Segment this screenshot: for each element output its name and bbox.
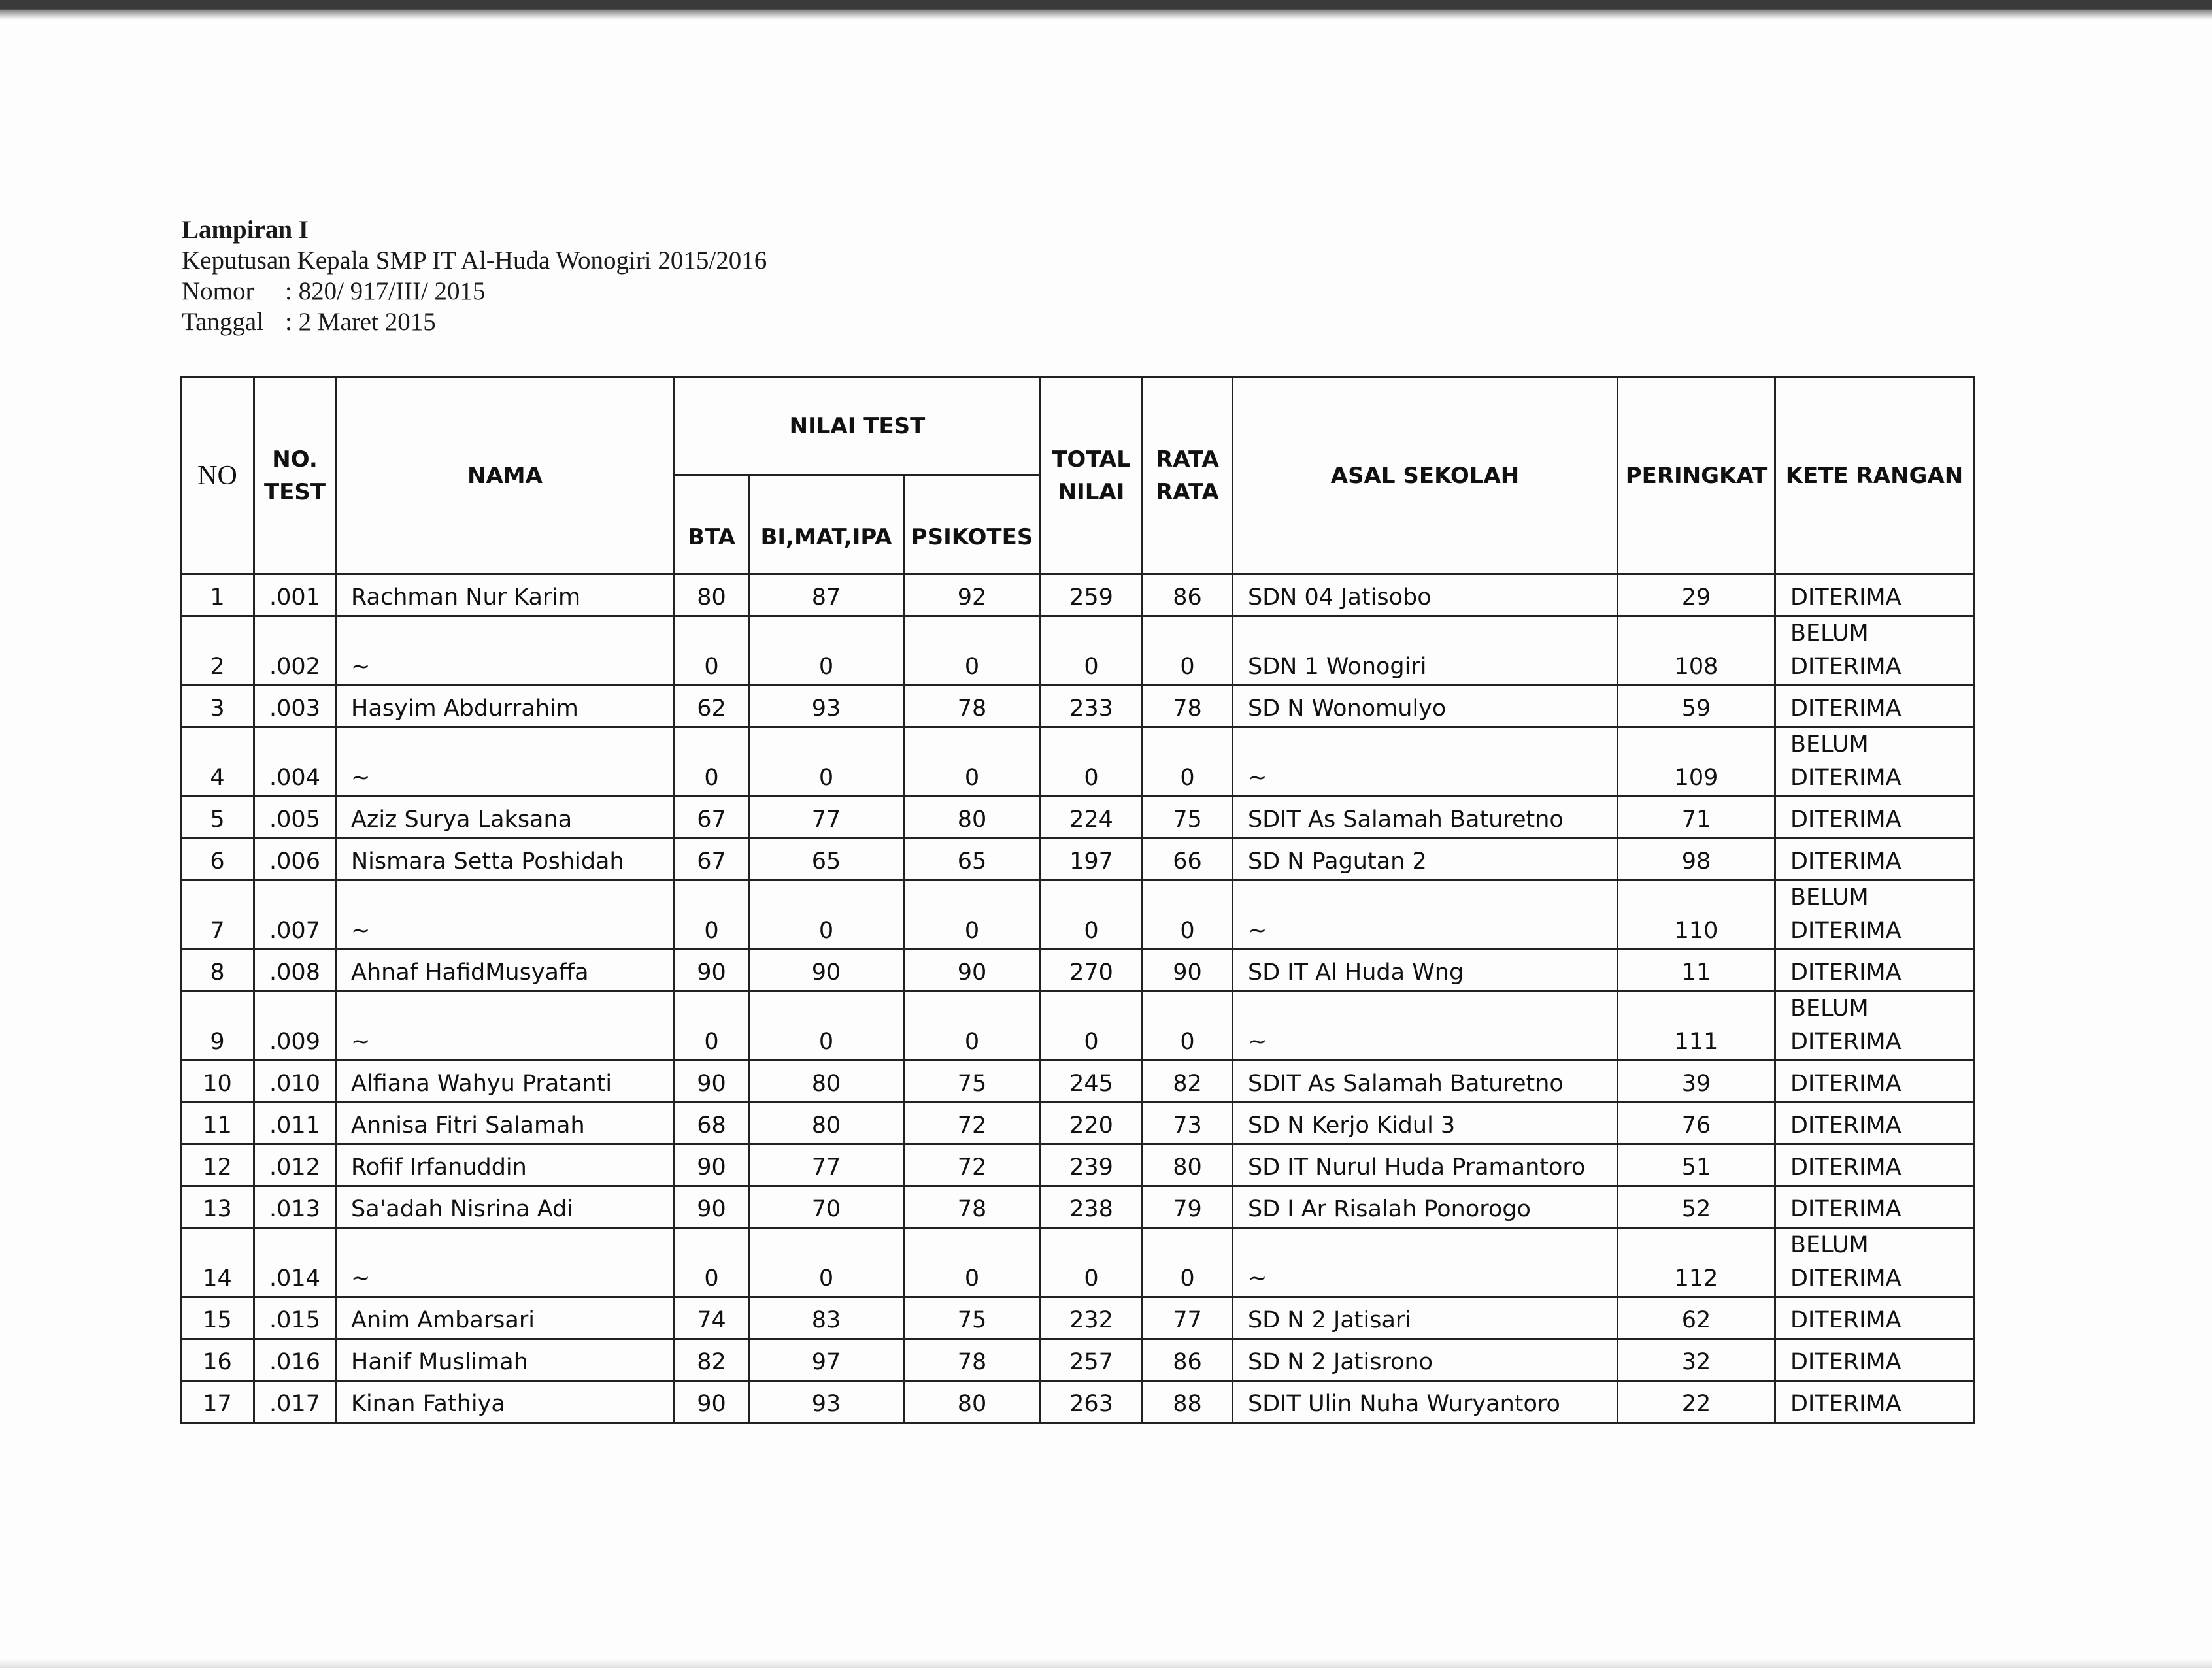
cell-bi-mat-ipa: 0: [749, 880, 904, 950]
cell-peringkat: 109: [1618, 727, 1775, 797]
cell-asal: SD IT Nurul Huda Pramantoro: [1233, 1144, 1618, 1186]
cell-psikotes: 78: [904, 1186, 1041, 1228]
ket-line2: DITERIMA: [1790, 848, 1902, 875]
table-row: [181, 1144, 1974, 1186]
cell-bi-mat-ipa: 0: [749, 1228, 904, 1297]
cell-keterangan: [1775, 1381, 1974, 1423]
col-no: NO: [181, 377, 254, 575]
cell-rata: 86: [1143, 575, 1233, 616]
cell-test: .015: [254, 1297, 336, 1339]
cell-bta: 67: [675, 839, 749, 880]
cell-no: 13: [181, 1186, 254, 1228]
cell-bi-mat-ipa: 90: [749, 950, 904, 992]
cell-peringkat: 52: [1618, 1186, 1775, 1228]
ket-line2: DITERIMA: [1790, 1112, 1902, 1139]
cell-keterangan: [1775, 797, 1974, 839]
cell-bi-mat-ipa: 80: [749, 1061, 904, 1103]
cell-peringkat: 112: [1618, 1228, 1775, 1297]
cell-peringkat: 71: [1618, 797, 1775, 839]
cell-test: .009: [254, 992, 336, 1061]
cell-total: 0: [1041, 992, 1143, 1061]
cell-keterangan: [1775, 1297, 1974, 1339]
cell-bi-mat-ipa: 0: [749, 727, 904, 797]
col-nilai-test: NILAI TEST: [675, 377, 1041, 475]
col-psikotes: PSIKOTES: [904, 475, 1041, 575]
cell-bi-mat-ipa: 80: [749, 1103, 904, 1144]
cell-peringkat: 76: [1618, 1103, 1775, 1144]
decree-subtitle: Keputusan Kepala SMP IT Al-Huda Wonogiri 2015/2016: [182, 246, 767, 275]
cell-test: .001: [254, 575, 336, 616]
cell-nama: Nismara Setta Poshidah: [336, 839, 675, 880]
cell-no: 8: [181, 950, 254, 992]
cell-bta: 90: [675, 1186, 749, 1228]
cell-nama: ~: [336, 992, 675, 1061]
cell-psikotes: 0: [904, 1228, 1041, 1297]
cell-psikotes: 80: [904, 1381, 1041, 1423]
cell-asal: SD N 2 Jatisrono: [1233, 1339, 1618, 1381]
cell-no: 6: [181, 839, 254, 880]
cell-psikotes: 78: [904, 686, 1041, 727]
cell-keterangan: [1775, 950, 1974, 992]
table-row: [181, 1061, 1974, 1103]
appendix-title: Lampiran I: [182, 216, 309, 244]
cell-asal: ~: [1233, 992, 1618, 1061]
cell-no: 9: [181, 992, 254, 1061]
cell-total: 232: [1041, 1297, 1143, 1339]
cell-bta: 80: [675, 575, 749, 616]
cell-rata: 78: [1143, 686, 1233, 727]
cell-psikotes: 72: [904, 1103, 1041, 1144]
cell-asal: SDIT As Salamah Baturetno: [1233, 1061, 1618, 1103]
cell-keterangan: [1775, 1103, 1974, 1144]
cell-bta: 0: [675, 727, 749, 797]
cell-psikotes: 65: [904, 839, 1041, 880]
nomor-value: : 820/ 917/III/ 2015: [285, 277, 486, 305]
cell-bta: 0: [675, 992, 749, 1061]
table-row: [181, 575, 1974, 616]
cell-bi-mat-ipa: 77: [749, 1144, 904, 1186]
cell-nama: Anim Ambarsari: [336, 1297, 675, 1339]
cell-total: 259: [1041, 575, 1143, 616]
cell-asal: SD N Kerjo Kidul 3: [1233, 1103, 1618, 1144]
cell-rata: 77: [1143, 1297, 1233, 1339]
cell-nama: Hanif Muslimah: [336, 1339, 675, 1381]
cell-bi-mat-ipa: 83: [749, 1297, 904, 1339]
cell-keterangan: [1775, 1228, 1974, 1297]
ket-line2: DITERIMA: [1790, 1391, 1902, 1417]
cell-test: .011: [254, 1103, 336, 1144]
cell-peringkat: 32: [1618, 1339, 1775, 1381]
cell-nama: Rofif Irfanuddin: [336, 1144, 675, 1186]
tanggal-label: Tanggal: [182, 308, 264, 336]
col-rata-rata: RATA RATA: [1143, 377, 1233, 575]
cell-keterangan: [1775, 839, 1974, 880]
cell-test: .003: [254, 686, 336, 727]
table-row: [181, 950, 1974, 992]
cell-keterangan: [1775, 1144, 1974, 1186]
cell-total: 239: [1041, 1144, 1143, 1186]
cell-bta: 0: [675, 880, 749, 950]
cell-psikotes: 72: [904, 1144, 1041, 1186]
cell-rata: 0: [1143, 880, 1233, 950]
cell-no: 12: [181, 1144, 254, 1186]
cell-peringkat: 111: [1618, 992, 1775, 1061]
ket-line2: DITERIMA: [1790, 1029, 1902, 1055]
cell-bi-mat-ipa: 93: [749, 1381, 904, 1423]
cell-asal: SDN 1 Wonogiri: [1233, 616, 1618, 686]
table-row: [181, 1228, 1974, 1297]
cell-no: 14: [181, 1228, 254, 1297]
cell-peringkat: 108: [1618, 616, 1775, 686]
cell-bi-mat-ipa: 97: [749, 1339, 904, 1381]
cell-keterangan: [1775, 575, 1974, 616]
cell-bi-mat-ipa: 0: [749, 616, 904, 686]
ket-line2: DITERIMA: [1790, 1154, 1902, 1180]
cell-rata: 75: [1143, 797, 1233, 839]
cell-rata: 0: [1143, 616, 1233, 686]
table-row: [181, 1186, 1974, 1228]
cell-psikotes: 78: [904, 1339, 1041, 1381]
nomor-label: Nomor: [182, 277, 254, 305]
cell-no: 10: [181, 1061, 254, 1103]
cell-test: .014: [254, 1228, 336, 1297]
cell-peringkat: 11: [1618, 950, 1775, 992]
cell-no: 3: [181, 686, 254, 727]
cell-peringkat: 39: [1618, 1061, 1775, 1103]
col-no-test: NO. TEST: [254, 377, 336, 575]
cell-keterangan: [1775, 1186, 1974, 1228]
cell-rata: 88: [1143, 1381, 1233, 1423]
cell-bi-mat-ipa: 87: [749, 575, 904, 616]
table-row: [181, 1297, 1974, 1339]
cell-rata: 66: [1143, 839, 1233, 880]
table-row: [181, 727, 1974, 797]
cell-test: .008: [254, 950, 336, 992]
cell-bi-mat-ipa: 70: [749, 1186, 904, 1228]
cell-test: .010: [254, 1061, 336, 1103]
cell-peringkat: 98: [1618, 839, 1775, 880]
table-row: [181, 1103, 1974, 1144]
table-row: [181, 1381, 1974, 1423]
col-keterangan: KETE RANGAN: [1775, 377, 1974, 575]
cell-asal: SD N Wonomulyo: [1233, 686, 1618, 727]
ket-line2: DITERIMA: [1790, 1349, 1902, 1375]
cell-bta: 68: [675, 1103, 749, 1144]
cell-keterangan: [1775, 880, 1974, 950]
cell-psikotes: 75: [904, 1061, 1041, 1103]
cell-psikotes: 0: [904, 727, 1041, 797]
tanggal-value: : 2 Maret 2015: [285, 308, 436, 336]
cell-total: 270: [1041, 950, 1143, 992]
cell-bta: 90: [675, 1144, 749, 1186]
ket-line2: DITERIMA: [1790, 807, 1902, 833]
cell-bta: 0: [675, 1228, 749, 1297]
cell-nama: Aziz Surya Laksana: [336, 797, 675, 839]
cell-total: 0: [1041, 1228, 1143, 1297]
ket-line1: BELUM: [1790, 1232, 1869, 1258]
cell-rata: 73: [1143, 1103, 1233, 1144]
cell-peringkat: 29: [1618, 575, 1775, 616]
table-row: [181, 1339, 1974, 1381]
table-row: [181, 616, 1974, 686]
cell-asal: SD I Ar Risalah Ponorogo: [1233, 1186, 1618, 1228]
cell-asal: SDN 04 Jatisobo: [1233, 575, 1618, 616]
cell-asal: ~: [1233, 1228, 1618, 1297]
cell-bta: 0: [675, 616, 749, 686]
ket-line2: DITERIMA: [1790, 654, 1902, 680]
cell-asal: SD N 2 Jatisari: [1233, 1297, 1618, 1339]
cell-peringkat: 62: [1618, 1297, 1775, 1339]
cell-rata: 82: [1143, 1061, 1233, 1103]
table-row: [181, 686, 1974, 727]
ket-line1: BELUM: [1790, 731, 1869, 758]
table-row: [181, 992, 1974, 1061]
document-header: [182, 214, 767, 337]
cell-no: 11: [181, 1103, 254, 1144]
cell-test: .004: [254, 727, 336, 797]
cell-nama: ~: [336, 1228, 675, 1297]
cell-rata: 0: [1143, 727, 1233, 797]
ket-line2: DITERIMA: [1790, 1196, 1902, 1222]
cell-no: 5: [181, 797, 254, 839]
ket-line1: BELUM: [1790, 995, 1869, 1022]
cell-keterangan: [1775, 616, 1974, 686]
cell-test: .017: [254, 1381, 336, 1423]
cell-nama: Alfiana Wahyu Pratanti: [336, 1061, 675, 1103]
cell-bi-mat-ipa: 77: [749, 797, 904, 839]
ket-line2: DITERIMA: [1790, 1265, 1902, 1292]
ket-line1: BELUM: [1790, 620, 1869, 646]
cell-nama: Annisa Fitri Salamah: [336, 1103, 675, 1144]
scan-top-edge: [0, 0, 2212, 20]
cell-no: 4: [181, 727, 254, 797]
cell-nama: Sa'adah Nisrina Adi: [336, 1186, 675, 1228]
cell-bta: 90: [675, 1061, 749, 1103]
cell-rata: 86: [1143, 1339, 1233, 1381]
cell-bi-mat-ipa: 93: [749, 686, 904, 727]
cell-psikotes: 92: [904, 575, 1041, 616]
ket-line2: DITERIMA: [1790, 1307, 1902, 1333]
nomor-line: [182, 276, 767, 307]
cell-no: 16: [181, 1339, 254, 1381]
ket-line2: DITERIMA: [1790, 695, 1902, 722]
cell-test: .005: [254, 797, 336, 839]
results-table: [180, 376, 1975, 1424]
cell-peringkat: 110: [1618, 880, 1775, 950]
col-total-nilai: TOTAL NILAI: [1041, 377, 1143, 575]
cell-asal: SDIT Ulin Nuha Wuryantoro: [1233, 1381, 1618, 1423]
cell-test: .007: [254, 880, 336, 950]
cell-rata: 0: [1143, 1228, 1233, 1297]
cell-nama: ~: [336, 616, 675, 686]
cell-psikotes: 0: [904, 616, 1041, 686]
cell-no: 1: [181, 575, 254, 616]
cell-psikotes: 0: [904, 880, 1041, 950]
cell-asal: ~: [1233, 727, 1618, 797]
col-asal-sekolah: ASAL SEKOLAH: [1233, 377, 1618, 575]
cell-peringkat: 59: [1618, 686, 1775, 727]
cell-nama: ~: [336, 880, 675, 950]
cell-nama: Rachman Nur Karim: [336, 575, 675, 616]
table-row: [181, 797, 1974, 839]
cell-total: 220: [1041, 1103, 1143, 1144]
cell-test: .006: [254, 839, 336, 880]
cell-keterangan: [1775, 992, 1974, 1061]
table-row: [181, 880, 1974, 950]
ket-line2: DITERIMA: [1790, 918, 1902, 944]
cell-asal: SD IT Al Huda Wng: [1233, 950, 1618, 992]
cell-test: .002: [254, 616, 336, 686]
cell-total: 224: [1041, 797, 1143, 839]
cell-no: 15: [181, 1297, 254, 1339]
ket-line2: DITERIMA: [1790, 959, 1902, 986]
cell-test: .013: [254, 1186, 336, 1228]
cell-psikotes: 0: [904, 992, 1041, 1061]
cell-nama: ~: [336, 727, 675, 797]
cell-nama: Hasyim Abdurrahim: [336, 686, 675, 727]
table-row: [181, 839, 1974, 880]
col-nama: NAMA: [336, 377, 675, 575]
col-bta: BTA: [675, 475, 749, 575]
cell-rata: 79: [1143, 1186, 1233, 1228]
cell-total: 238: [1041, 1186, 1143, 1228]
cell-total: 263: [1041, 1381, 1143, 1423]
cell-bta: 67: [675, 797, 749, 839]
cell-nama: Kinan Fathiya: [336, 1381, 675, 1423]
cell-asal: SDIT As Salamah Baturetno: [1233, 797, 1618, 839]
cell-bta: 74: [675, 1297, 749, 1339]
ket-line2: DITERIMA: [1790, 1071, 1902, 1097]
cell-bta: 82: [675, 1339, 749, 1381]
cell-total: 257: [1041, 1339, 1143, 1381]
cell-total: 0: [1041, 616, 1143, 686]
cell-asal: SD N Pagutan 2: [1233, 839, 1618, 880]
cell-keterangan: [1775, 1061, 1974, 1103]
cell-total: 0: [1041, 727, 1143, 797]
cell-rata: 0: [1143, 992, 1233, 1061]
scan-bottom-edge: [0, 1659, 2212, 1668]
cell-total: 0: [1041, 880, 1143, 950]
cell-bta: 90: [675, 1381, 749, 1423]
cell-keterangan: [1775, 727, 1974, 797]
cell-psikotes: 80: [904, 797, 1041, 839]
cell-peringkat: 22: [1618, 1381, 1775, 1423]
ket-line2: DITERIMA: [1790, 765, 1902, 791]
cell-bi-mat-ipa: 0: [749, 992, 904, 1061]
cell-nama: Ahnaf HafidMusyaffa: [336, 950, 675, 992]
cell-bta: 90: [675, 950, 749, 992]
cell-total: 197: [1041, 839, 1143, 880]
cell-no: 17: [181, 1381, 254, 1423]
cell-bi-mat-ipa: 65: [749, 839, 904, 880]
ket-line1: BELUM: [1790, 884, 1869, 910]
cell-asal: ~: [1233, 880, 1618, 950]
cell-psikotes: 90: [904, 950, 1041, 992]
cell-total: 233: [1041, 686, 1143, 727]
cell-no: 7: [181, 880, 254, 950]
cell-total: 245: [1041, 1061, 1143, 1103]
cell-keterangan: [1775, 686, 1974, 727]
cell-psikotes: 75: [904, 1297, 1041, 1339]
ket-line2: DITERIMA: [1790, 584, 1902, 610]
cell-rata: 80: [1143, 1144, 1233, 1186]
col-bi-mat-ipa: BI,MAT,IPA: [749, 475, 904, 575]
tanggal-line: [182, 307, 767, 337]
col-peringkat: PERINGKAT: [1618, 377, 1775, 575]
cell-test: .016: [254, 1339, 336, 1381]
cell-test: .012: [254, 1144, 336, 1186]
cell-peringkat: 51: [1618, 1144, 1775, 1186]
cell-bta: 62: [675, 686, 749, 727]
cell-keterangan: [1775, 1339, 1974, 1381]
cell-rata: 90: [1143, 950, 1233, 992]
cell-no: 2: [181, 616, 254, 686]
